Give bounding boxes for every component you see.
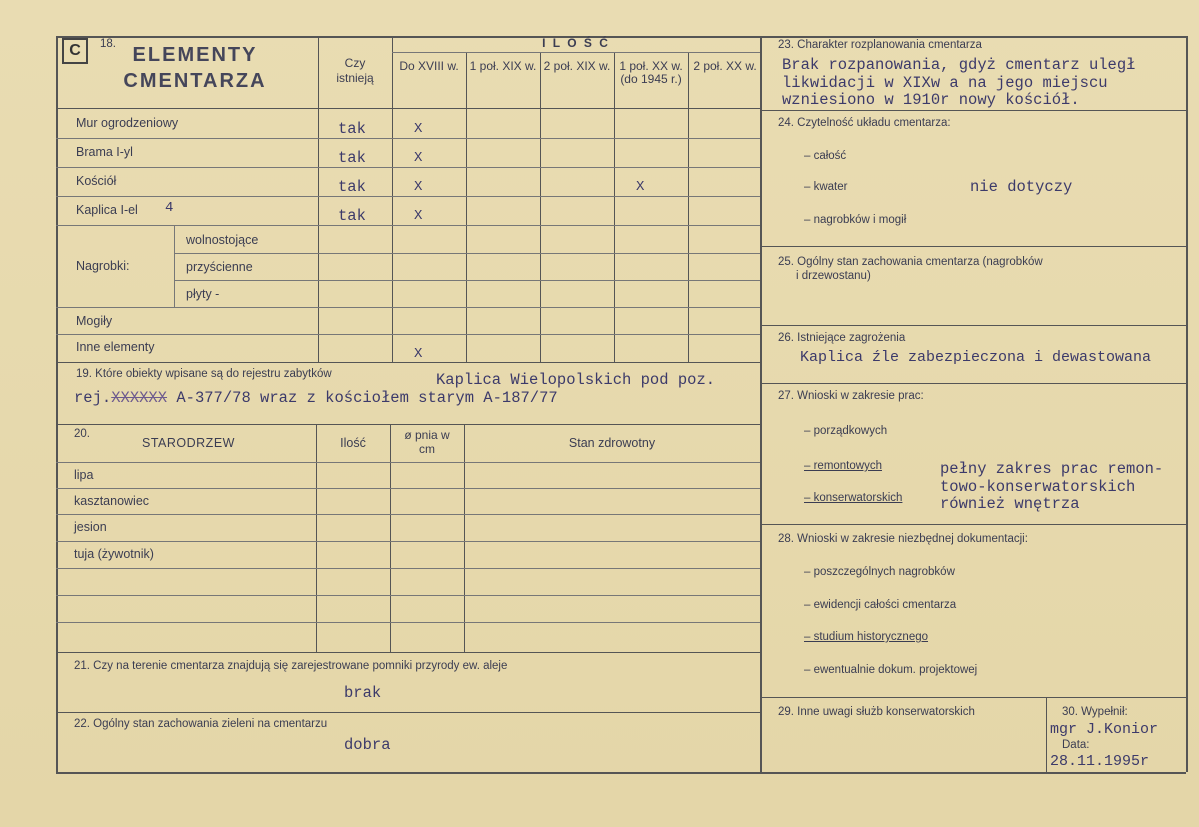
q20-number: 20. — [74, 428, 90, 440]
period-mark: X — [414, 179, 423, 195]
czy-istnieja-header: Czy istnieją — [336, 56, 374, 85]
nagrobki-label: Nagrobki: — [76, 259, 130, 273]
element-row-exists: tak — [338, 120, 366, 138]
q26-value: Kaplica źle zabezpieczona i dewastowana — [800, 349, 1152, 366]
q19-line2-text: A-377/78 wraz z kościołem starym A-187/77 — [176, 389, 558, 407]
q20-title: STARODRZEW — [142, 436, 235, 450]
q28-item-ewidencji: – ewidencji całości cmentarza — [804, 599, 957, 611]
q27-item-porzadkowych: – porządkowych — [804, 425, 888, 437]
elements-title-line1: ELEMENTY — [132, 44, 258, 66]
period-header: Do XVIII w. — [399, 59, 459, 73]
element-row-extra: 4 — [165, 200, 174, 216]
q20-col-ilosc: Ilość — [340, 436, 366, 450]
element-row-exists: tak — [338, 149, 366, 167]
ilosc-header: I L O Ś Ć — [542, 36, 610, 50]
q25-label-line1: 25. Ogólny stan zachowania cmentarza (nagrobków — [778, 256, 1043, 268]
period-mark: X — [636, 179, 645, 195]
element-row-exists: tak — [338, 178, 366, 196]
q30-name: mgr J.Konior — [1050, 721, 1159, 738]
q23-line1: Brak rozpanowania, gdyż cmentarz uległ — [782, 56, 1136, 74]
q20-col-stan: Stan zdrowotny — [568, 436, 656, 450]
mogily-label: Mogiły — [76, 314, 113, 328]
q30-label: 30. Wypełnił: — [1062, 706, 1128, 718]
q24-item-kwater: – kwater — [804, 181, 848, 193]
period-header: 2 poł. XX w. — [693, 59, 757, 73]
q26-label: 26. Istniejące zagrożenia — [778, 332, 906, 344]
q19-line2-prefix: rej. — [74, 389, 112, 407]
period-header: 2 poł. XIX w. — [543, 59, 611, 73]
q23-label: 23. Charakter rozplanowania cmentarza — [778, 39, 982, 51]
tree-kasztanowiec: kasztanowiec — [74, 494, 150, 508]
q25-label-line2: i drzewostanu) — [796, 270, 871, 282]
q21-value: brak — [344, 684, 382, 702]
element-row-exists: tak — [338, 207, 366, 225]
q28-item-nagrobkow: – poszczególnych nagrobków — [804, 566, 955, 578]
q20-col-pnia: ø pnia w cm — [404, 428, 450, 456]
period-mark: X — [414, 121, 423, 137]
inne-label: Inne elementy — [76, 340, 155, 354]
q28-item-projektowej: – ewentualnie dokum. projektowej — [804, 664, 978, 676]
element-row-label: Kościół — [76, 174, 117, 188]
section-number: 18. — [100, 38, 116, 50]
q27-label: 27. Wnioski w zakresie prac: — [778, 390, 924, 402]
tree-lipa: lipa — [74, 468, 94, 482]
section-letter: C — [69, 42, 81, 59]
period-header: 1 poł. XX w. (do 1945 r.) — [619, 59, 683, 86]
q21-label: 21. Czy na terenie cmentarza znajdują się zarejestrowane pomniki przyrody ew. aleje — [74, 660, 508, 672]
period-mark: X — [414, 150, 423, 166]
q27-item-konserwatorskich: – konserwatorskich — [804, 492, 903, 504]
q30-date: 28.11.1995r — [1050, 753, 1150, 770]
q27-line2: towo-konserwatorskich — [940, 478, 1136, 496]
section-letter-box — [62, 38, 88, 64]
q24-item-calosc: – całość — [804, 150, 847, 162]
inne-mark: X — [414, 346, 423, 362]
nagrobki-sub-wolnostojace: wolnostojące — [186, 233, 259, 247]
q22-label: 22. Ogólny stan zachowania zieleni na cmentarzu — [74, 718, 328, 730]
q27-item-remontowych: – remontowych — [804, 460, 882, 472]
nagrobki-sub-przyscienne: przyścienne — [186, 260, 253, 274]
q24-item-nagrobkow: – nagrobków i mogił — [804, 214, 907, 226]
q27-line3: również wnętrza — [940, 495, 1080, 513]
tree-jesion: jesion — [74, 520, 107, 534]
q28-item-studium: – studium historycznego — [804, 631, 929, 643]
q23-line3: wzniesiono w 1910r nowy kościół. — [782, 91, 1080, 109]
tree-tuja: tuja (żywotnik) — [74, 547, 154, 561]
q24-label: 24. Czytelność układu cmentarza: — [778, 117, 951, 129]
q19-label: 19. Które obiekty wpisane są do rejestru zabytków — [76, 368, 332, 380]
q29-label: 29. Inne uwagi służb konserwatorskich — [778, 706, 975, 718]
q27-line1: pełny zakres prac remon- — [940, 460, 1164, 478]
nagrobki-sub-plyty: płyty - — [186, 287, 220, 301]
q23-line2: likwidacji w XIXw a na jego miejscu — [782, 74, 1108, 92]
q19-line2 — [74, 389, 558, 407]
q19-struck: XXXXXX — [111, 389, 168, 407]
q22-value: dobra — [344, 736, 391, 754]
element-row-label: Mur ogrodzeniowy — [76, 116, 179, 130]
q24-value: nie dotyczy — [970, 178, 1073, 196]
element-row-label: Kaplica I-el — [76, 203, 138, 217]
elements-title-line2: CMENTARZA — [123, 70, 267, 92]
q28-label: 28. Wnioski w zakresie niezbędnej dokumentacji: — [778, 533, 1028, 545]
element-row-label: Brama I-yl — [76, 145, 133, 159]
q30-date-label: Data: — [1062, 739, 1090, 751]
period-header: 1 poł. XIX w. — [469, 59, 537, 73]
period-mark: X — [414, 208, 423, 224]
q19-line1: Kaplica Wielopolskich pod poz. — [436, 371, 716, 389]
